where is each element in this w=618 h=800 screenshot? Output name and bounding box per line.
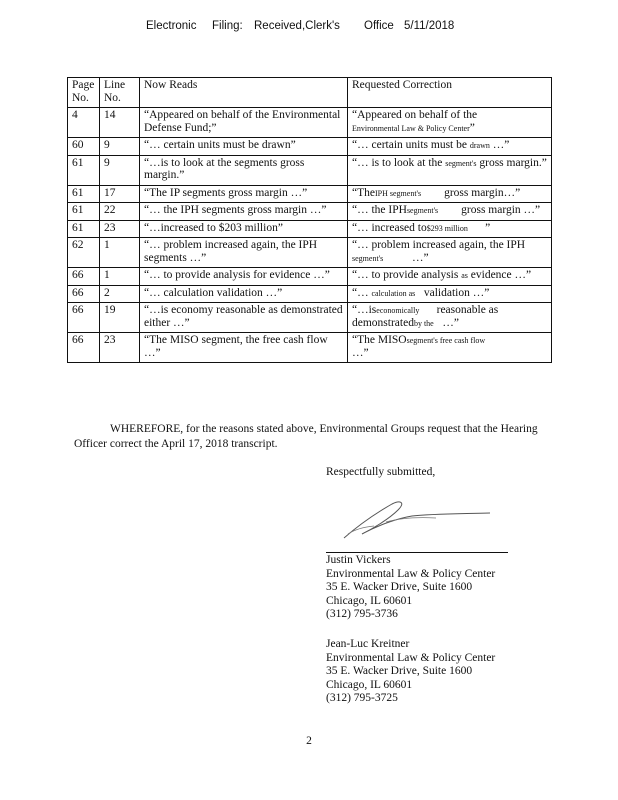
wherefore-paragraph	[74, 422, 554, 452]
cell-line: 22	[100, 203, 140, 221]
table-row	[68, 303, 552, 333]
req-handwritten: Environmental Law & Policy Center	[352, 123, 470, 133]
req-tail: gross margin.”	[479, 156, 547, 169]
req-text: “… to provide analysis	[352, 269, 459, 281]
cell-now: “… to provide analysis for evidence …”	[140, 268, 348, 286]
cell-line: 9	[100, 138, 140, 156]
req-handwritten: segment's free cash flow	[406, 336, 486, 345]
signatory-address: 35 E. Wacker Drive, Suite 1600	[326, 581, 473, 594]
req-tail: reasonable as demonstrated	[352, 304, 499, 329]
signatory-org: Environmental Law & Policy Center	[326, 567, 496, 580]
table-row	[68, 185, 552, 203]
req-tail: …”	[411, 251, 429, 264]
cell-now: “… problem increased again, the IPH segments …”	[140, 238, 348, 268]
cell-line: 1	[100, 268, 140, 286]
table-row	[68, 203, 552, 221]
cell-line: 23	[100, 333, 140, 363]
cell-now: “…increased to $203 million”	[140, 220, 348, 238]
req-handwritten: segment's	[352, 253, 384, 263]
cell-req	[348, 220, 552, 238]
req-text: “… is to look at the	[352, 156, 443, 169]
req-text: “… certain units must be	[352, 139, 467, 151]
cell-page: 60	[68, 138, 100, 156]
req-text: “The	[352, 186, 375, 199]
req-text: “Appeared on behalf of the	[352, 109, 478, 121]
req-handwritten: as	[461, 271, 468, 280]
cell-now: “… certain units must be drawn”	[140, 138, 348, 156]
header-date: 5/11/2018	[404, 20, 455, 32]
req-handwritten: segment's	[406, 206, 439, 215]
cell-line: 19	[100, 303, 140, 333]
req-tail: ”	[469, 121, 475, 134]
table-row	[68, 268, 552, 286]
signature-image	[340, 494, 500, 544]
table-row	[68, 333, 552, 363]
signatory-phone: (312) 795-3736	[326, 608, 398, 621]
cell-page: 66	[68, 303, 100, 333]
cell-req	[348, 185, 552, 203]
cell-now: “The IP segments gross margin …”	[140, 185, 348, 203]
signatory-phone: (312) 795-3725	[326, 692, 398, 705]
table-row	[68, 285, 552, 303]
header-electronic: Electronic	[146, 20, 197, 32]
cell-req	[348, 303, 552, 333]
table-row	[68, 220, 552, 238]
req-text: “…	[352, 286, 369, 299]
req-text: “The MISO	[352, 334, 407, 346]
page-number: 2	[306, 735, 312, 747]
cell-page: 61	[68, 203, 100, 221]
req-tail: …”	[352, 346, 369, 359]
signatory-name: Justin Vickers	[326, 554, 391, 566]
cell-now: “Appeared on behalf of the Environmental Defense Fund;”	[140, 108, 348, 138]
cell-page: 4	[68, 108, 100, 138]
header-filing: Filing:	[212, 20, 243, 32]
closing-text: Respectfully submitted,	[326, 466, 436, 478]
req-handwritten: IPH segment's	[374, 188, 422, 198]
table-header-row	[68, 78, 552, 108]
cell-page: 62	[68, 238, 100, 268]
req-handwritten: calculation as	[371, 288, 416, 298]
signatory-address: 35 E. Wacker Drive, Suite 1600	[326, 665, 473, 678]
cell-req	[348, 285, 552, 303]
cell-req	[348, 238, 552, 268]
header-line: Line No.	[100, 78, 140, 108]
table-row	[68, 138, 552, 156]
table-row	[68, 155, 552, 185]
cell-line: 9	[100, 155, 140, 185]
req-text: “… the IPH	[352, 204, 407, 216]
cell-now: “…is to look at the segments gross margin.”	[140, 155, 348, 185]
cell-req	[348, 108, 552, 138]
table-row	[68, 238, 552, 268]
req-tail-2: …”	[442, 316, 459, 329]
req-handwritten-2: by the	[413, 318, 434, 328]
req-text: “…is	[352, 304, 377, 316]
req-text: “… problem increased again, the IPH	[352, 239, 526, 251]
cell-req	[348, 155, 552, 185]
cell-page: 66	[68, 285, 100, 303]
cell-page: 61	[68, 220, 100, 238]
cell-page: 66	[68, 268, 100, 286]
req-text: “… increased to	[352, 221, 427, 234]
cell-now: “… calculation validation …”	[140, 285, 348, 303]
req-tail: gross margin …”	[461, 204, 541, 216]
req-tail: gross margin…”	[444, 186, 521, 199]
header-office: Office	[364, 20, 394, 32]
cell-now: “The MISO segment, the free cash flow …”	[140, 333, 348, 363]
req-handwritten: segment's	[445, 158, 477, 168]
header-page: Page No.	[68, 78, 100, 108]
signatory-city: Chicago, IL 60601	[326, 678, 413, 691]
cell-line: 17	[100, 185, 140, 203]
header-now-reads: Now Reads	[140, 78, 348, 108]
signatory-city: Chicago, IL 60601	[326, 594, 413, 607]
wherefore-text: WHEREFORE, for the reasons stated above, Environmental Groups request that the Hearing Officer correct the April 17, 2018 transcript.	[74, 423, 538, 450]
cell-line: 1	[100, 238, 140, 268]
req-handwritten: drawn	[469, 141, 490, 150]
table-row	[68, 108, 552, 138]
cell-line: 23	[100, 220, 140, 238]
signatory-block	[326, 638, 495, 706]
signatory-org: Environmental Law & Policy Center	[326, 651, 496, 664]
header-requested: Requested Correction	[348, 78, 552, 108]
cell-page: 61	[68, 155, 100, 185]
cell-now: “… the IPH segments gross margin …”	[140, 203, 348, 221]
req-tail: …”	[492, 139, 510, 151]
signatory-name: Jean-Luc Kreitner	[326, 638, 410, 650]
req-tail: ”	[485, 221, 491, 234]
cell-line: 14	[100, 108, 140, 138]
signature-line	[326, 552, 508, 553]
cell-line: 2	[100, 285, 140, 303]
cell-page: 66	[68, 333, 100, 363]
cell-req	[348, 268, 552, 286]
cell-req	[348, 203, 552, 221]
req-tail: evidence …”	[470, 269, 532, 281]
req-tail: validation …”	[423, 286, 490, 299]
corrections-table	[67, 77, 552, 363]
cell-req	[348, 138, 552, 156]
req-handwritten: economically	[376, 306, 420, 315]
cell-page: 61	[68, 185, 100, 203]
signatory-block	[326, 554, 495, 622]
req-handwritten: $293 million	[426, 223, 468, 233]
cell-req	[348, 333, 552, 363]
cell-now: “…is economy reasonable as demonstrated either …”	[140, 303, 348, 333]
header-received: Received,Clerk's	[254, 20, 340, 32]
